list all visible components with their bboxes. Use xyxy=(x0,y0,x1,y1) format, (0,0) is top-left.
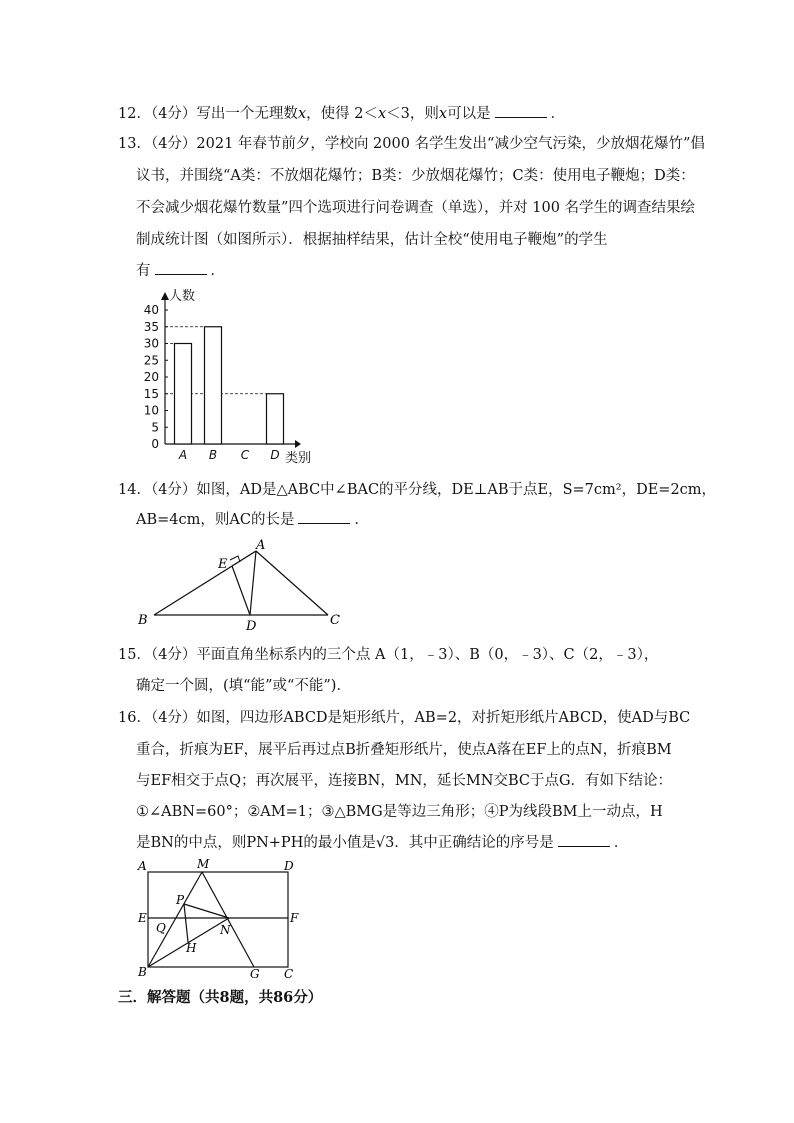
y-tick-label: 40 xyxy=(143,303,159,317)
x-tick-label: A xyxy=(178,448,188,462)
x-tick-label: C xyxy=(240,448,250,462)
segment-mg xyxy=(202,872,254,967)
y-tick-label: 25 xyxy=(143,353,159,368)
side-ba xyxy=(154,551,256,615)
label-h: H xyxy=(186,941,197,955)
q16-line-3: 与EF相交于点Q；再次展平，连接BN，MN，延长MN交BC于点G．有如下结论： xyxy=(136,773,673,789)
y-axis-title: 人数 xyxy=(169,289,196,304)
rectangle-abcd xyxy=(148,872,288,967)
label-f: F xyxy=(290,911,299,925)
label-c: C xyxy=(330,613,340,628)
label-n: N xyxy=(220,923,231,937)
label-a: A xyxy=(138,859,147,873)
q16-line-2: 重合，折痕为EF，展平后再过点B折叠矩形纸片，使点A落在EF上的点N，折痕BM xyxy=(136,742,672,758)
label-d: D xyxy=(284,859,294,873)
bar-chart xyxy=(135,282,325,472)
y-axis-arrow xyxy=(161,292,169,300)
answer-blank xyxy=(495,105,547,118)
label-p: P xyxy=(176,893,185,907)
bar-d xyxy=(267,394,284,444)
label-e: E xyxy=(138,911,147,925)
segment-ad xyxy=(250,551,256,615)
q16-line-4: ①∠ABN=60°；②AM=1；③△BMG是等边三角形；④P为线段BM上一动点，H xyxy=(136,804,663,820)
answer-blank xyxy=(298,511,350,524)
q16-line-5: 是BN的中点，则PN+PH的最小值是√3．其中正确结论的序号是 ． xyxy=(136,835,629,851)
y-tick-label: 15 xyxy=(143,386,159,401)
segment-de xyxy=(232,566,250,615)
x-tick-label: B xyxy=(208,448,218,462)
bar-b xyxy=(205,327,222,444)
x-tick-label: D xyxy=(270,448,280,462)
label-g: G xyxy=(250,967,260,981)
rectangle-fold-figure xyxy=(130,854,310,982)
side-ac xyxy=(256,551,328,615)
x-axis-title: 类别 xyxy=(285,451,312,466)
label-m: M xyxy=(197,857,210,871)
segment-pn xyxy=(184,904,229,918)
answer-blank xyxy=(155,262,207,275)
q13-line-5: 有 ． xyxy=(136,263,225,279)
q15-line-2: 确定一个圆，(填“能”或“不能”)． xyxy=(136,678,351,694)
segment-ph xyxy=(184,904,188,942)
label-c: C xyxy=(284,967,294,981)
y-tick-label: 35 xyxy=(143,319,159,334)
q13-line-1: 13．（4分）2021 年春节前夕，学校向 2000 名学生发出“减少空气污染，少放烟花爆竹”倡 xyxy=(118,136,705,152)
y-tick-label: 5 xyxy=(151,420,159,435)
label-e: E xyxy=(218,557,228,572)
label-b: B xyxy=(138,613,148,628)
triangle-figure xyxy=(130,536,350,632)
q14-line-1: 14．（4分）如图，AD是△ABC中∠BAC的平分线，DE⊥AB于点E，S=7cm²，DE=2cm， xyxy=(118,482,717,498)
question-12: 12．（4分）写出一个无理数x，使得 2＜x＜3，则x可以是 ． xyxy=(118,106,566,122)
q14-line-2: AB=4cm，则AC的长是 ． xyxy=(136,512,369,528)
q13-line-2: 议书，并围绕“A类：不放烟花爆竹；B类：少放烟花爆竹；C类：使用电子鞭炮；D类： xyxy=(136,168,695,184)
q15-line-1: 15．（4分）平面直角坐标系内的三个点 A（1，﹣3）、B（0，﹣3）、C（2，﹣3）， xyxy=(118,647,659,663)
answer-blank xyxy=(558,834,610,847)
label-d: D xyxy=(246,619,257,632)
y-tick-label: 0 xyxy=(151,437,159,451)
q13-line-4: 制成统计图（如图所示）．根据抽样结果，估计全校“使用电子鞭炮”的学生 xyxy=(136,232,608,248)
right-angle-mark xyxy=(230,556,240,562)
section-3-title: 三．解答题（共8题，共86分） xyxy=(118,989,323,1006)
label-q: Q xyxy=(156,921,166,935)
x-axis-arrow xyxy=(295,440,301,448)
y-tick-label: 10 xyxy=(143,403,159,418)
q16-line-1: 16．（4分）如图，四边形ABCD是矩形纸片，AB=2，对折矩形纸片ABCD，使AD与BC xyxy=(118,710,691,726)
bar-a xyxy=(175,344,192,445)
y-tick-label: 20 xyxy=(143,370,159,384)
q12-number: 12．（4分） xyxy=(118,106,197,122)
label-b: B xyxy=(138,965,147,979)
y-tick-label: 30 xyxy=(143,336,159,351)
label-a: A xyxy=(256,538,266,553)
q13-line-3: 不会减少烟花爆竹数量”四个选项进行问卷调查（单选），并对 100 名学生的调查结果绘 xyxy=(136,200,696,216)
